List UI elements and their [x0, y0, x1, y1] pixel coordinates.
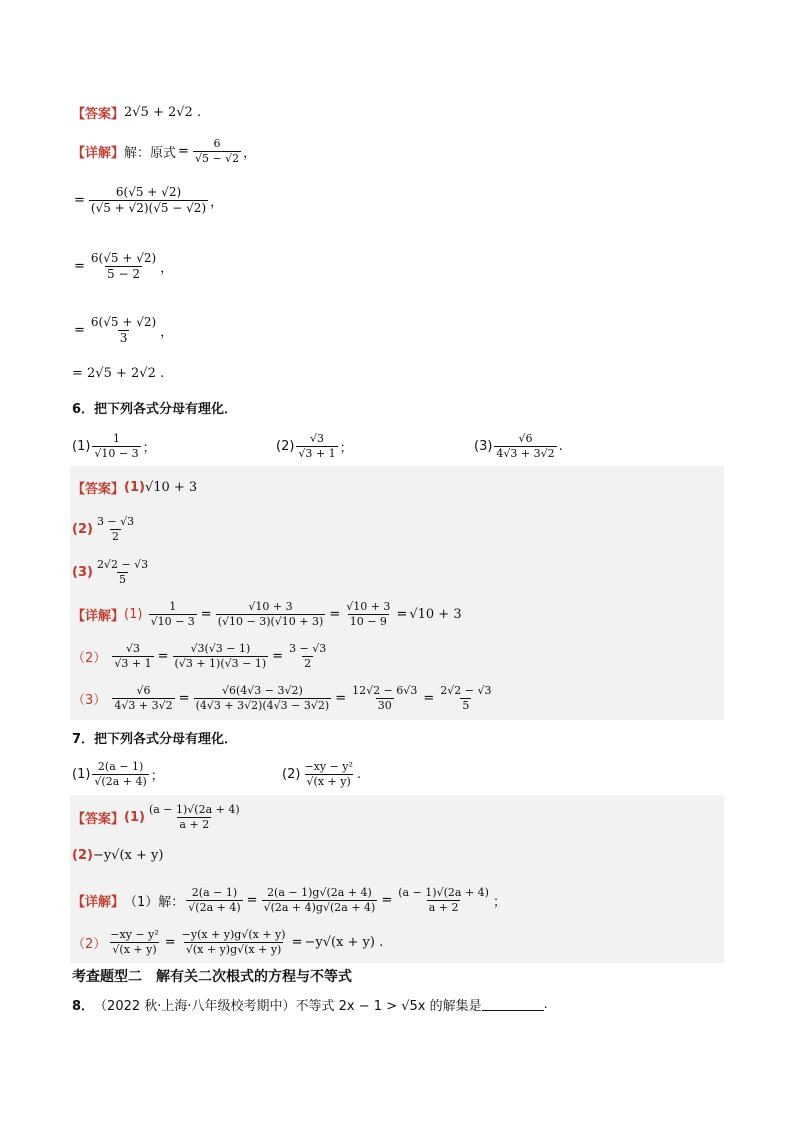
q6-detail-2: （2） $\frac{√3}{√3 + 1}$ = $\frac{√3(√3 - 1)}{(√3 + 1)(√3 - 1)}$ = $\frac{3 - √3}{2}$ [72, 641, 327, 670]
q6-answer-3: (3) $\frac{2√2 - √3}{5}$ [72, 557, 149, 586]
q7-title: 7．把下列各式分母有理化． [72, 732, 238, 747]
q6-detail-3: （3） $\frac{√6}{4√3 + 3√2}$ = $\frac{√6(4√3 - 3√2)}{(4√3 + 3√2)(4√3 - 3√2)}$ = $\frac{12√2 - 6√3}{30}$ = $\frac{2√2 - √3}{5}$ [72, 683, 492, 712]
answer-blank[interactable] [482, 999, 544, 1011]
q6-detail-1: 【详解】 (1) $\frac{1}{√10 - 3}$ = $\frac{√10 + 3}{(√10 - 3)(√10 + 3)}$ = $\frac{√10 + 3}{10 - 9}$ = √10 + 3 [72, 599, 462, 628]
answer-tag: 【答案】 [72, 107, 125, 122]
q7-part-2: (2) $\frac{\text{−xy − y²}}{√(x + y)}$ . [282, 759, 362, 788]
q5-detail-line: 【详解】 解：原式 = $\frac{6}{√5 - √2}$ ， [72, 136, 257, 165]
q5-step-4: = $\frac{6(√5 + √2)}{3}$ ， [74, 314, 174, 345]
detail-lead: 解：原式 [124, 145, 177, 161]
q5-step-4-fraction: $\frac{6(√5 + √2)}{3}$ [90, 314, 157, 345]
q7-answer-2: (2) −y√(x + y) [72, 848, 164, 863]
q6-answer-2: (2) $\frac{3 - √3}{2}$ [72, 514, 135, 543]
q6-part-2: (2) $\frac{√3}{√3 + 1}$ ； [276, 431, 353, 460]
q8-source: （2022 秋·上海·八年级校考期中） [94, 999, 296, 1014]
q5-step-3-fraction: $\frac{6(√5 + √2)}{5 - 2}$ [90, 250, 157, 281]
q5-step-2: = $\frac{6(√5 + √2)}{(√5 + √2)(√5 - √2)}$ ， [74, 184, 224, 215]
q8-line: 8． （2022 秋·上海·八年级校考期中） 不等式 2x − 1 > √5x 的解集是 . [72, 997, 548, 1014]
section-heading: 考查题型二 解有关二次根式的方程与不等式 [72, 969, 352, 985]
q7-detail-1: 【详解】 （1）解： $\frac{2(a - 1)}{√(2a + 4)}$ = $\frac{2(a - 1)g√(2a + 4)}{√(2a + 4)g√(2a + 4)}$ = $\frac{(a - 1)√(2a + 4)}{a + 2}$ ； [72, 885, 506, 914]
q6-part-1: (1) $\frac{1}{√10 - 3}$ ； [72, 431, 156, 460]
q5-final: = 2√5 + 2√2 . [72, 366, 165, 381]
q7-answer-1: 【答案】 (1) $\frac{(a - 1)√(2a + 4)}{a + 2}$ [72, 802, 240, 831]
q6-title: 6．把下列各式分母有理化． [72, 402, 238, 417]
q5-step-3: = $\frac{6(√5 + √2)}{5 - 2}$ ， [74, 250, 174, 281]
q6-part-3: (3) $\frac{√6}{4√3 + 3√2}$ . [474, 431, 563, 460]
q5-step-2-fraction: $\frac{6(√5 + √2)}{(√5 + √2)(√5 - √2)}$ [90, 184, 207, 215]
answer-value: 2√5 + 2√2 [124, 105, 193, 120]
detail-tag: 【详解】 [72, 145, 125, 161]
q7-part-1: (1) $\frac{2(a - 1)}{√(2a + 4)}$ ； [72, 759, 164, 788]
q5-answer-line: 【答案】 2√5 + 2√2 . [72, 105, 202, 122]
q6-answer-1: 【答案】 (1) √10 + 3 [72, 480, 198, 497]
q8-stem: 不等式 2x − 1 > √5x 的解集是 [295, 999, 482, 1014]
q7-detail-2: （2） $\frac{\text{−xy − y²}}{√(x + y)}$ = $\frac{-y(x + y)g√(x + y)}{√(x + y)g√(x + y)}$ = −y√(x + y) . [72, 927, 384, 956]
q5-step-1-fraction: $\frac{6}{√5 - √2}$ [194, 136, 240, 165]
